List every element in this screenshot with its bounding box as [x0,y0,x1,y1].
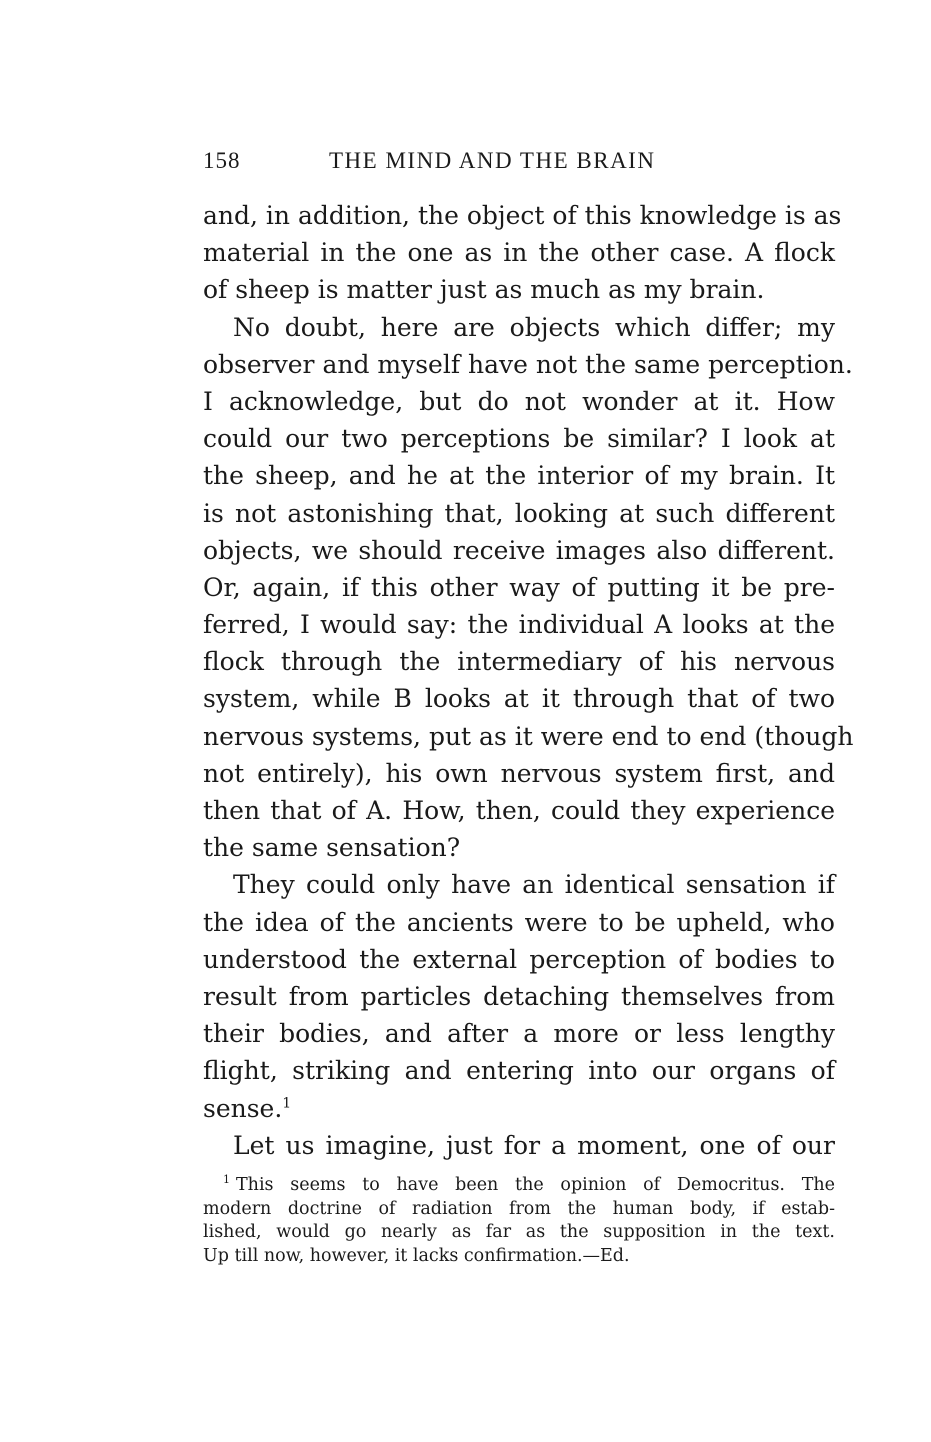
text-line-with-footnote-ref [203,1090,835,1127]
text-line: ferred, I would say: the individual A looks at the [203,610,835,640]
text-line: flight, striking and entering into our organs of [203,1056,835,1086]
text-line: and, in addition, the object of this knowledge is as [203,201,842,230]
text-line: flock through the intermediary of his nervous [203,647,835,677]
text-line: could our two perceptions be similar? I look at [203,424,835,454]
text-line: material in the one as in the other case. A flock [203,238,835,268]
footnote-text: This seems to have been the opinion of Democritus. The [236,1175,835,1195]
footnote-marker: 1 [223,1173,230,1187]
footnote-line: modern doctrine of radiation from the human body, if estab- [203,1198,835,1219]
footnote-line: lished, would go nearly as far as the supposition in the text. [203,1222,835,1242]
text-line: is not astonishing that, looking at such different [203,498,835,528]
text-line: No doubt, here are objects which differ; my [233,312,835,342]
text-line: not entirely), his own nervous system first, and [203,758,835,788]
footnote-line [203,1174,835,1198]
text-line: result from particles detaching themselves from [203,981,835,1011]
text-line: of sheep is matter just as much as my brain. [203,275,765,305]
text-line: Let us imagine, just for a moment, one of our [233,1130,835,1160]
footnote-reference: 1 [282,1095,292,1112]
text-line: then that of A. How, then, could they experience [203,796,835,825]
text-line: their bodies, and after a more or less lengthy [203,1019,835,1049]
text-line: understood the external perception of bodies to [203,944,835,974]
footnote-line: Up till now, however, it lacks confirmation.—Ed. [203,1245,630,1266]
text-line: the sheep, and he at the interior of my brain. It [203,461,835,491]
text-line: nervous systems, put as it were end to end (though [203,721,854,751]
page-number: 158 [203,148,241,173]
running-head [203,148,835,180]
running-title: THE MIND AND THE BRAIN [329,148,656,173]
text-line: system, while B looks at it through that of two [203,684,835,714]
text-line: observer and myself have not the same perception. [203,349,853,379]
text-line: objects, we should receive images also different. [203,535,835,565]
text-line: the same sensation? [203,833,461,863]
text-line: Or, again, if this other way of putting it be pre- [203,572,835,602]
text-line: sense. [203,1093,283,1123]
body-text [203,197,854,1164]
text-line: They could only have an identical sensation if [233,870,835,900]
text-line: the idea of the ancients were to be upheld, who [203,907,835,937]
footnote [203,1174,835,1268]
text-line: I acknowledge, but do not wonder at it. How [203,386,835,416]
